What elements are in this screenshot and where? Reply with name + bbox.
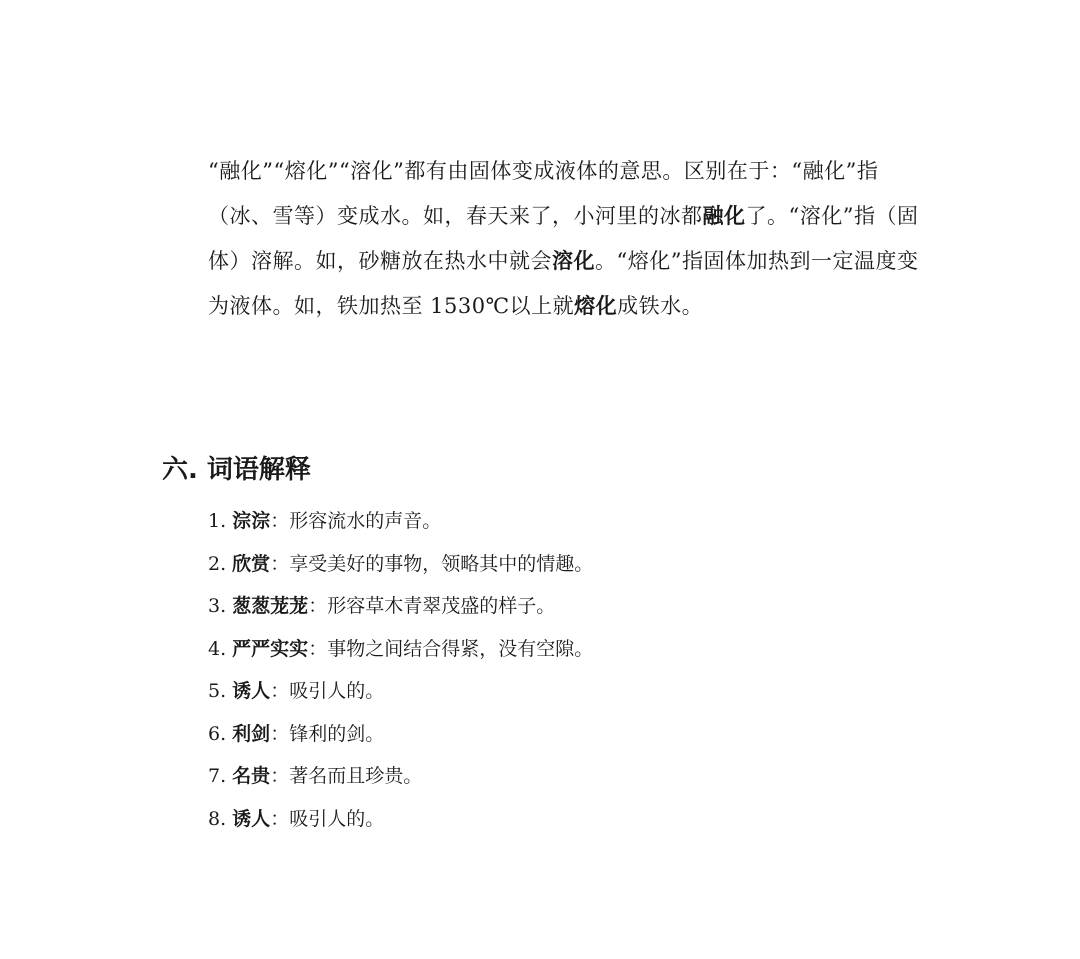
- item-definition: 著名而且珍贵。: [289, 765, 423, 787]
- item-term: 葱葱茏茏: [232, 595, 309, 617]
- item-definition: 吸引人的。: [289, 807, 385, 830]
- list-item: [208, 713, 593, 756]
- item-definition: 享受美好的事物，领略其中的情趣。: [289, 552, 594, 575]
- item-number: 2.: [208, 552, 233, 575]
- list-item: [208, 798, 593, 841]
- item-definition: 锋利的剑。: [289, 722, 385, 745]
- bold-term: 熔化: [574, 294, 618, 318]
- item-separator: ：: [270, 722, 290, 745]
- item-separator: ：: [270, 807, 290, 830]
- list-item: [208, 755, 593, 798]
- item-term: 利剑: [232, 722, 271, 745]
- item-definition: 吸引人的。: [289, 680, 385, 702]
- paragraph-text: 了。“溶化”指（固体）溶解。如，砂糖放在热水中就会: [208, 204, 919, 273]
- item-term: 欣赏: [232, 552, 271, 575]
- item-number: 4.: [208, 637, 233, 660]
- list-item: [208, 585, 593, 628]
- paragraph-text: “融化”“熔化”“溶化”都有由固体变成液体的意思。区别在于：“融化”指（冰、雪等）变成水。如，春天来了，小河里的冰都: [208, 159, 879, 228]
- item-term: 淙淙: [232, 510, 271, 532]
- item-separator: ：: [308, 595, 328, 617]
- explanation-paragraph: [208, 149, 920, 329]
- list-item: [208, 670, 593, 713]
- item-separator: ：: [270, 552, 290, 575]
- item-separator: ：: [270, 765, 290, 787]
- bold-term: 溶化: [552, 249, 595, 273]
- item-separator: ：: [270, 680, 290, 702]
- list-item: [208, 543, 593, 586]
- item-separator: ：: [270, 510, 290, 532]
- item-separator: ：: [308, 637, 328, 660]
- term-list: [208, 500, 593, 840]
- item-definition: 形容流水的声音。: [289, 510, 442, 532]
- paragraph-text: 成铁水。: [617, 294, 704, 318]
- paragraph-text: 。“熔化”指固体加热到一定温度变为液体。如，铁加热至 1530℃以上就: [208, 249, 919, 318]
- item-number: 5.: [208, 680, 233, 702]
- list-item: [208, 628, 593, 671]
- item-term: 名贵: [232, 765, 271, 787]
- item-term: 诱人: [232, 680, 271, 702]
- section-title: 六. 词语解释: [162, 455, 311, 485]
- bold-term: 融化: [702, 204, 746, 228]
- item-term: 诱人: [232, 807, 271, 830]
- item-number: 6.: [208, 722, 233, 745]
- item-number: 3.: [208, 595, 233, 617]
- item-number: 7.: [208, 765, 233, 787]
- item-definition: 形容草木青翠茂盛的样子。: [327, 595, 556, 617]
- item-number: 1.: [208, 510, 233, 532]
- item-definition: 事物之间结合得紧，没有空隙。: [327, 637, 594, 660]
- list-item: [208, 500, 593, 543]
- item-term: 严严实实: [232, 637, 309, 660]
- item-number: 8.: [208, 807, 233, 830]
